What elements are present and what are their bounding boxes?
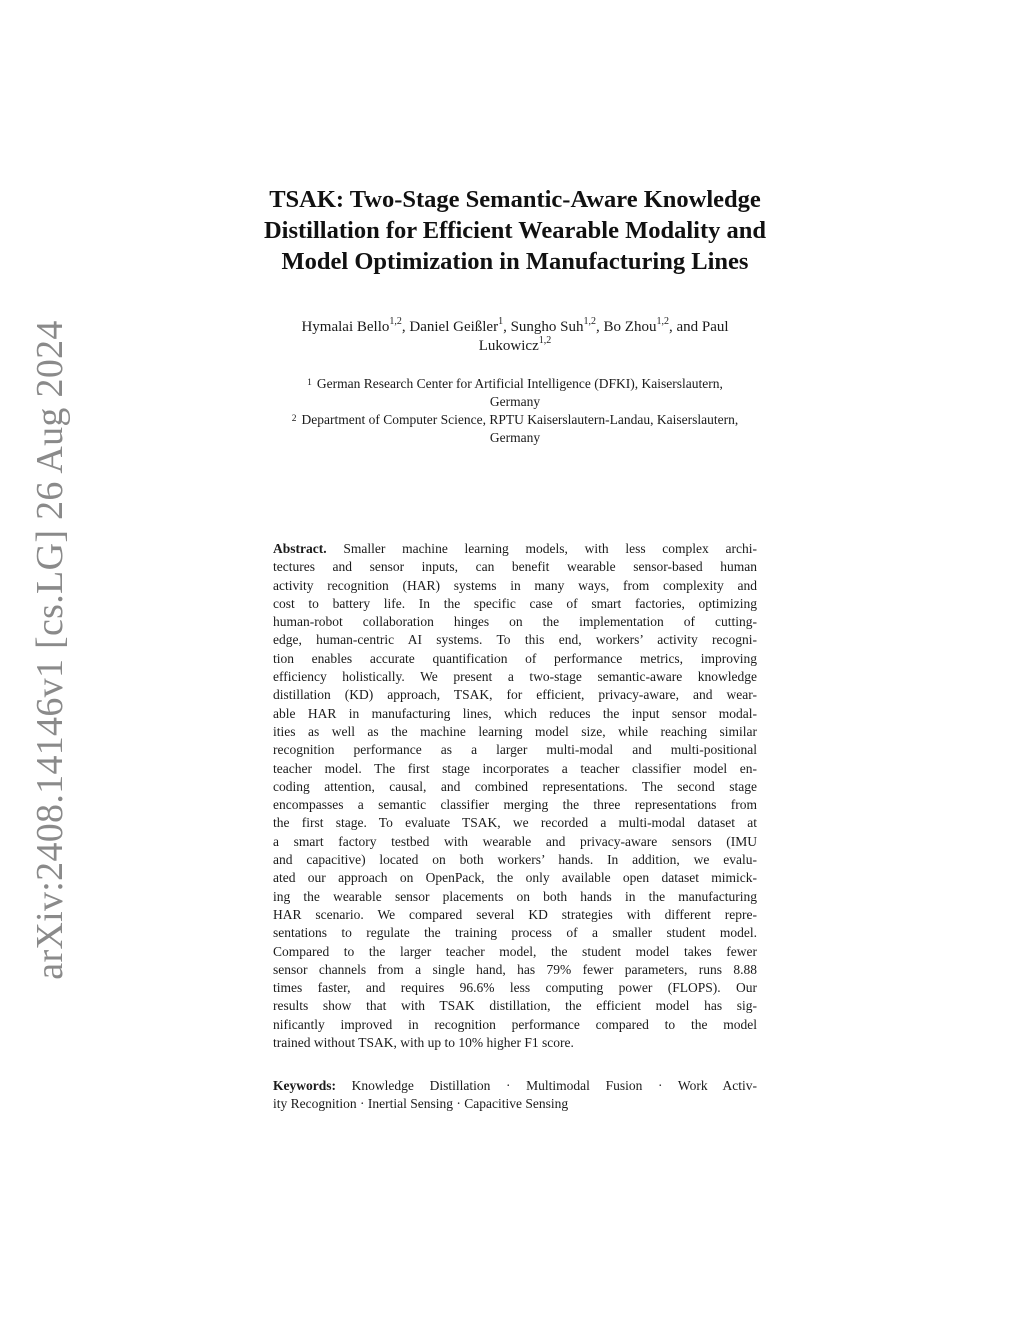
author-line-1: Hymalai Bello$^{1,2}$, Daniel Geißler$^1$, Sungho Suh$^{1,2}$, Bo Zhou$^{1,2}$, and Paul	[301, 316, 729, 335]
paper-title	[212, 184, 818, 277]
affiliation-2	[212, 411, 818, 447]
keywords-line: ity Recognition · Inertial Sensing · Capacitive Sensing	[273, 1096, 569, 1112]
keywords-line	[273, 1077, 757, 1095]
abstract-line: cost to battery life. In the specific case of smart factories, optimizing	[273, 595, 757, 611]
author-affiliation-mark: 1,2	[538, 335, 552, 346]
affiliation-list	[212, 375, 818, 447]
abstract-line: trained without TSAK, with up to 10% higher F1 score.	[273, 1035, 574, 1051]
author-name: Hymalai Bello	[301, 319, 390, 335]
abstract-line: the first stage. To evaluate TSAK, we recorded a multi-modal dataset at	[273, 815, 757, 831]
abstract-line-text: Smaller machine learning models, with less complex archi-	[343, 541, 757, 556]
abstract-line: teacher model. The first stage incorporates a teacher classifier model en-	[273, 760, 757, 776]
abstract-line: a smart factory testbed with wearable and privacy-aware sensors (IMU	[273, 833, 757, 849]
abstract-line: times faster, and requires 96.6% less computing power (FLOPS). Our	[273, 980, 757, 996]
abstract-line: tectures and sensor inputs, can benefit wearable sensor-based human	[273, 559, 757, 575]
arxiv-identifier-stamp: arXiv:2408.14146v1 [cs.LG] 26 Aug 2024	[29, 320, 71, 980]
affiliation-country: Germany	[489, 394, 541, 409]
author-affiliation-mark: 1,2	[656, 316, 669, 327]
abstract-line: activity recognition (HAR) systems in many ways, from complexity and	[273, 577, 757, 593]
abstract-line: encompasses a semantic classifier merging the three representations from	[273, 797, 757, 813]
keywords-line-text: Knowledge Distillation · Multimodal Fusion · Work Activ-	[351, 1078, 757, 1093]
abstract-line: and capacitive) located on both workers’ hands. In addition, we evalu-	[273, 852, 757, 868]
abstract-line: edge, human-centric AI systems. To this end, workers’ activity recogni-	[273, 632, 757, 648]
abstract-line: efficiency holistically. We present a two-stage semantic-aware knowledge	[273, 669, 757, 685]
abstract-line: HAR scenario. We compared several KD strategies with different repre-	[273, 906, 757, 922]
author-affiliation-mark: 1	[498, 316, 504, 327]
affiliation-text: German Research Center for Artificial Intelligence (DFKI), Kaiserslautern,	[316, 376, 723, 391]
affiliation-line	[212, 375, 818, 393]
affiliation-line	[212, 411, 818, 429]
abstract-line: coding attention, causal, and combined representations. The second stage	[273, 778, 757, 794]
abstract-line: nificantly improved in recognition performance compared to the model	[273, 1016, 757, 1032]
abstract-line: sensor channels from a single hand, has 79% fewer parameters, runs 8.88	[273, 961, 757, 977]
abstract-line: ing the wearable sensor placements on both hands in the manufacturing	[273, 888, 757, 904]
author-affiliation-mark: 1,2	[583, 316, 597, 327]
author-conjunction: and Paul	[676, 319, 729, 335]
abstract-line: human-robot collaboration hinges on the implementation of cutting-	[273, 614, 757, 630]
title-line-2: Distillation for Efficient Wearable Modality and	[263, 217, 766, 244]
author-name: Daniel Geißler	[409, 319, 499, 335]
affiliation-mark: 1	[307, 378, 312, 388]
abstract-line: recognition performance as a larger multi-modal and multi-positional	[273, 742, 757, 758]
author-name: Bo Zhou	[603, 319, 657, 335]
abstract-line: able HAR in manufacturing lines, which reduces the input sensor modal-	[273, 705, 757, 721]
author-line-2	[212, 337, 818, 356]
abstract-line: results show that with TSAK distillation, the efficient model has sig-	[273, 998, 757, 1014]
affiliation-1	[212, 375, 818, 411]
affiliation-text: Department of Computer Science, RPTU Kaiserslautern-Landau, Kaiserslautern,	[301, 412, 739, 427]
title-line-3: Model Optimization in Manufacturing Lines	[281, 248, 749, 275]
abstract-line	[273, 540, 757, 558]
abstract-line: Compared to the larger teacher model, the student model takes fewer	[273, 943, 757, 959]
abstract-line: ities as well as the machine learning model size, while reaching similar	[273, 723, 757, 739]
abstract	[273, 540, 757, 1052]
author-name: Lukowicz	[478, 338, 539, 354]
abstract-line: ated our approach on OpenPack, the only available open dataset mimick-	[273, 870, 757, 886]
abstract-line: tion enables accurate quantification of performance metrics, improving	[273, 650, 757, 666]
affiliation-country: Germany	[489, 430, 541, 445]
abstract-line: sentations to regulate the training process of a smaller student model.	[273, 925, 757, 941]
title-line-1: TSAK: Two-Stage Semantic-Aware Knowledge	[269, 186, 761, 213]
keywords	[273, 1077, 757, 1114]
abstract-label: Abstract.	[273, 541, 327, 556]
author-list	[212, 318, 818, 356]
keywords-label: Keywords:	[273, 1078, 336, 1093]
affiliation-mark: 2	[291, 414, 297, 424]
abstract-line: distillation (KD) approach, TSAK, for efficient, privacy-aware, and wear-	[273, 687, 757, 703]
author-name: Sungho Suh	[510, 319, 584, 335]
author-affiliation-mark: 1,2	[389, 316, 402, 327]
